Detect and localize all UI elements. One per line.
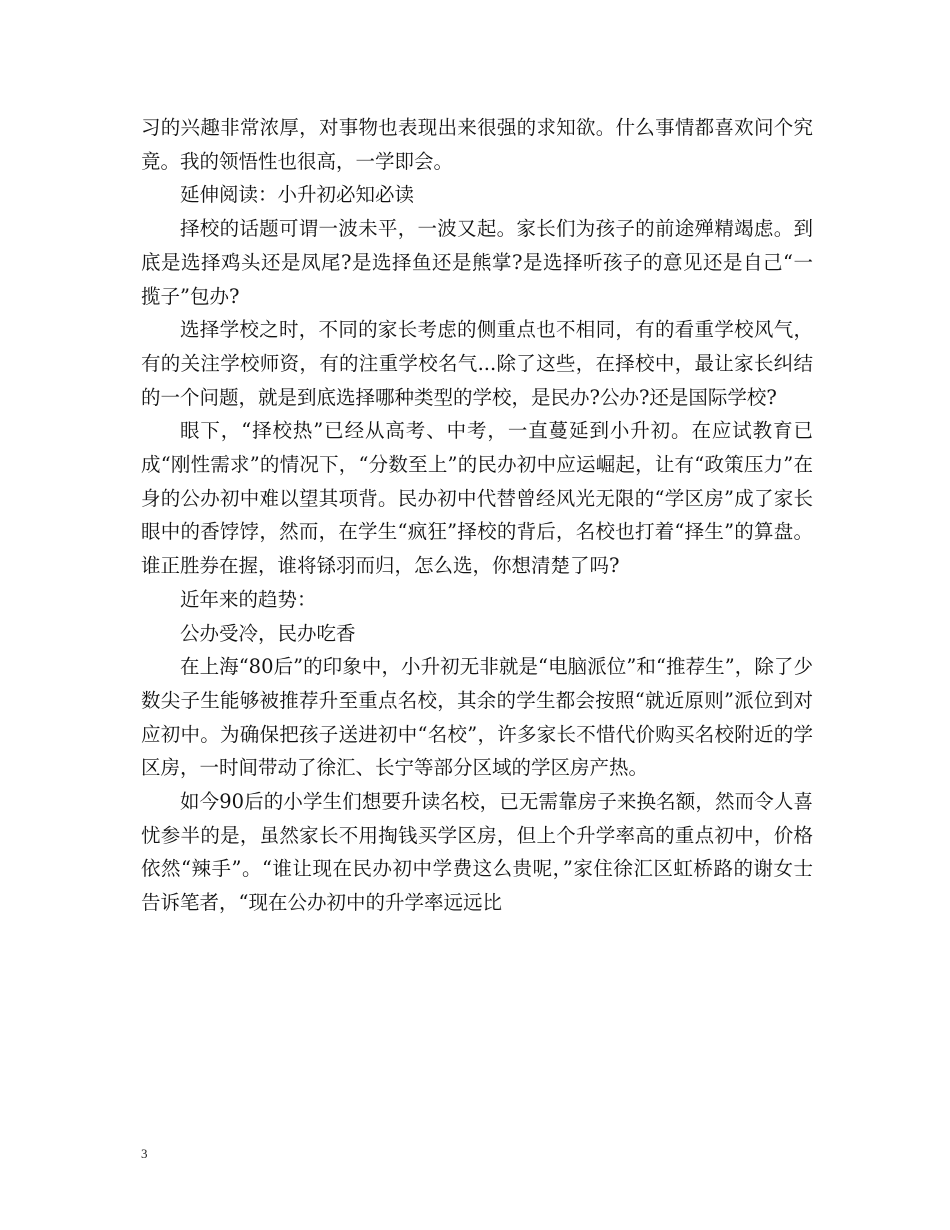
document-body [141,111,813,920]
paragraph-shanghai-80s: 在上海“80后”的印象中，小升初无非就是“电脑派位”和“推荐生”，除了少数尖子生能够被推荐升至重点名校，其余的学生都会按照“就近原则”派位到对应初中。为确保把孩子送进初中“名校”，许多家长不惜代价购买名校附近的学区房，一时间带动了徐汇、长宁等部分区域的学区房产热。 [141,655,813,780]
paragraph-recent-trends-heading: 近年来的趋势： [180,587,317,611]
paragraph-continuation: 习的兴趣非常浓厚，对事物也表现出来很强的求知欲。什么事情都喜欢问个究竟。我的领悟性也很高，一学即会。 [141,116,813,173]
paragraph-school-choice-fever: 眼下，“择校热”已经从高考、中考，一直蔓延到小升初。在应试教育已成“刚性需求”的情况下，“分数至上”的民办初中应运崛起，让有“政策压力”在身的公办初中难以望其项背。民办初中代替曾经风光无限的“学区房”成了家长眼中的香饽饽，然而，在学生“疯狂”择校的背后，名校也打着“择生”的算盘。谁正胜券在握，谁将铩羽而归，怎么选，你想清楚了吗? [141,419,813,578]
page-number: 3 [141,1146,148,1161]
paragraph-parent-considerations: 选择学校之时，不同的家长考虑的侧重点也不相同，有的看重学校风气，有的关注学校师资，有的注重学校名气...除了这些，在择校中，最让家长纠结的一个问题，就是到底选择哪种类型的学校，是民办?公办?还是国际学校? [141,318,813,409]
paragraph-90s-students: 如今90后的小学生们想要升读名校，已无需靠房子来换名额，然而令人喜忧参半的是，虽然家长不用掏钱买学区房，但上个升学率高的重点初中，价格依然“辣手”。“谁让现在民办初中学费这么贵呢，”家住徐汇区虹桥路的谢女士告诉笔者，“现在公办初中的升学率远远比 [141,790,813,915]
paragraph-school-choice-topic: 择校的话题可谓一波未平，一波又起。家长们为孩子的前途殚精竭虑。到底是选择鸡头还是凤尾?是选择鱼还是熊掌?是选择听孩子的意见还是自己“一揽子”包办? [141,217,813,308]
paragraph-further-reading-heading: 延伸阅读：小升初必知必读 [180,183,415,207]
paragraph-public-vs-private-heading: 公办受冷，民办吃香 [180,621,356,645]
